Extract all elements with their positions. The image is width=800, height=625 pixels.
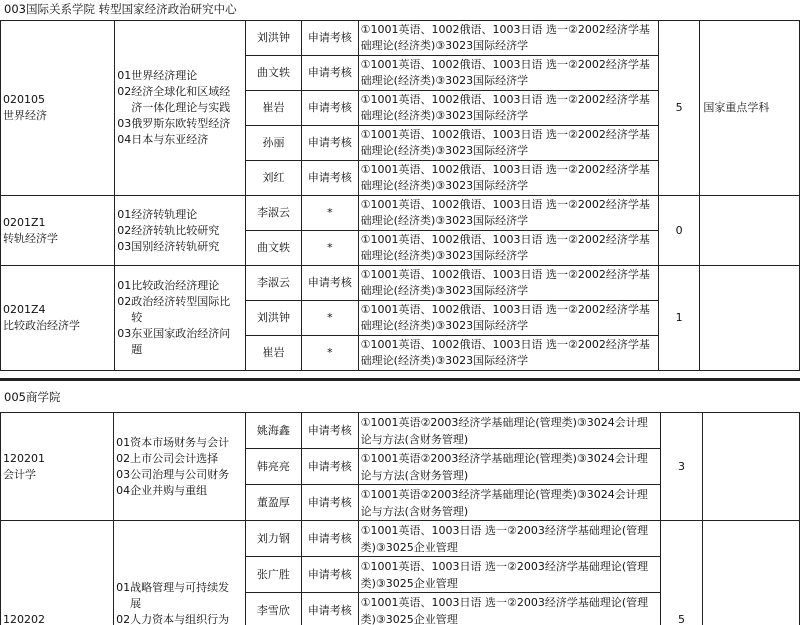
exam-subjects: ①1001英语、1003日语 选一②2003经济学基础理论(管理类)③3025企业管理: [358, 521, 661, 557]
program-cell: [1, 521, 114, 625]
direction-item: 01资本市场财务与会计: [116, 435, 230, 449]
research-directions: [115, 196, 246, 266]
admission-method: 申请考核: [302, 266, 359, 301]
tutor-name: 曲文轶: [246, 231, 302, 266]
section-title-international-relations: 003国际关系学院 转型国家经济政治研究中心: [4, 2, 237, 16]
tutor-name: 张广胜: [245, 557, 301, 593]
exam-subjects: ①1001英语、1002俄语、1003日语 选一②2002经济学基础理论(经济类)③3023国际经济学: [358, 21, 658, 56]
direction-item: 01世界经济理论: [117, 69, 198, 82]
program-note: [702, 413, 799, 521]
research-directions: [114, 521, 246, 625]
tutor-name: 曲文轶: [246, 56, 302, 91]
admission-method: 申请考核: [302, 161, 359, 196]
program-cell: [1, 196, 115, 266]
direction-item: 02政治经济转型国际比: [117, 295, 231, 308]
tutor-name: 董盈厚: [245, 485, 301, 521]
enrollment-quota: 0: [658, 196, 699, 266]
program-code: 0201Z4: [3, 303, 46, 316]
program-cell: [1, 21, 115, 196]
direction-item: 04企业并购与重组: [116, 483, 208, 497]
research-directions: [115, 21, 246, 196]
direction-item: 03公司治理与公司财务: [116, 467, 230, 481]
direction-item: 济一体化理论与实践: [131, 101, 231, 114]
program-name: 比较政治经济学: [3, 319, 80, 332]
program-table-section1: [0, 20, 800, 371]
exam-subjects: ①1001英语、1002俄语、1003日语 选一②2002经济学基础理论(经济类)③3023国际经济学: [358, 231, 658, 266]
tutor-name: 李雪欣: [245, 593, 301, 625]
program-code: 120202: [3, 613, 45, 625]
direction-item: 展: [130, 597, 142, 610]
tutor-name: 崔岩: [246, 336, 302, 371]
exam-subjects: ①1001英语②2003经济学基础理论(管理类)③3024会计理论与方法(含财务管理): [358, 449, 661, 485]
exam-subjects: ①1001英语②2003经济学基础理论(管理类)③3024会计理论与方法(含财务管理): [358, 485, 661, 521]
research-directions: [115, 266, 246, 371]
section-divider: [0, 378, 800, 381]
table-row: [1, 21, 800, 56]
admission-method: 申请考核: [301, 485, 358, 521]
program-cell: [1, 266, 115, 371]
tutor-name: 李淑云: [246, 196, 302, 231]
admission-method: 申请考核: [301, 593, 358, 625]
section-title-business-school: 005商学院: [4, 390, 61, 404]
direction-item: 01经济转轨理论: [117, 207, 198, 221]
direction-item: 02经济全球化和区域经: [117, 85, 231, 98]
direction-item: 01比较政治经济理论: [117, 279, 220, 292]
program-note: [700, 196, 800, 266]
exam-subjects: ①1001英语②2003经济学基础理论(管理类)③3024会计理论与方法(含财务管理): [358, 413, 661, 449]
program-note: [702, 521, 799, 625]
admission-method: *: [302, 196, 359, 231]
exam-subjects: ①1001英语、1002俄语、1003日语 选一②2002经济学基础理论(经济类)③3023国际经济学: [358, 126, 658, 161]
direction-item: 03国别经济转轨研究: [117, 239, 220, 253]
admission-method: 申请考核: [301, 413, 358, 449]
direction-item: 02上市公司会计选择: [116, 451, 219, 465]
enrollment-quota: 3: [661, 413, 703, 521]
exam-subjects: ①1001英语、1003日语 选一②2003经济学基础理论(管理类)③3025企业管理: [358, 593, 661, 625]
program-name: 世界经济: [3, 109, 47, 122]
table-row: [1, 413, 800, 449]
direction-item: 03俄罗斯东欧转型经济: [117, 117, 231, 130]
tutor-name: 孙丽: [246, 126, 302, 161]
program-name: 转轨经济学: [3, 231, 58, 245]
tutor-name: 韩亮亮: [245, 449, 301, 485]
tutor-name: 崔岩: [246, 91, 302, 126]
table-row: [1, 266, 800, 301]
exam-subjects: ①1001英语、1002俄语、1003日语 选一②2002经济学基础理论(经济类)③3023国际经济学: [358, 266, 658, 301]
direction-item: 较: [131, 311, 143, 324]
table-row: [1, 521, 800, 557]
tutor-name: 姚海鑫: [245, 413, 301, 449]
exam-subjects: ①1001英语、1002俄语、1003日语 选一②2002经济学基础理论(经济类)③3023国际经济学: [358, 56, 658, 91]
program-name: 会计学: [3, 467, 36, 481]
program-note: 国家重点学科: [700, 21, 800, 196]
direction-item: 04日本与东亚经济: [117, 133, 209, 146]
program-note: [700, 266, 800, 371]
tutor-name: 刘洪钟: [246, 21, 302, 56]
admission-method: 申请考核: [302, 56, 359, 91]
table-row: [1, 196, 800, 231]
direction-item: 03东亚国家政治经济问: [117, 327, 231, 340]
program-code: 120201: [3, 451, 45, 465]
enrollment-quota: 1: [658, 266, 699, 371]
admission-method: 申请考核: [301, 521, 358, 557]
program-table-section2: [0, 412, 800, 625]
exam-subjects: ①1001英语、1002俄语、1003日语 选一②2002经济学基础理论(经济类)③3023国际经济学: [358, 196, 658, 231]
program-cell: [1, 413, 114, 521]
tutor-name: 刘力钢: [245, 521, 301, 557]
program-code: 020105: [3, 93, 45, 106]
admission-method: *: [302, 301, 359, 336]
admission-method: *: [302, 336, 359, 371]
direction-item: 02人力资本与组织行为: [116, 613, 230, 625]
tutor-name: 刘洪钟: [246, 301, 302, 336]
admission-method: 申请考核: [302, 21, 359, 56]
admission-method: 申请考核: [302, 126, 359, 161]
exam-subjects: ①1001英语、1002俄语、1003日语 选一②2002经济学基础理论(经济类)③3023国际经济学: [358, 161, 658, 196]
admission-method: *: [302, 231, 359, 266]
direction-item: 02经济转轨比较研究: [117, 223, 220, 237]
admission-method: 申请考核: [302, 91, 359, 126]
admission-method: 申请考核: [301, 557, 358, 593]
research-directions: [114, 413, 246, 521]
exam-subjects: ①1001英语、1002俄语、1003日语 选一②2002经济学基础理论(经济类)③3023国际经济学: [358, 336, 658, 371]
admission-method: 申请考核: [301, 449, 358, 485]
exam-subjects: ①1001英语、1003日语 选一②2003经济学基础理论(管理类)③3025企业管理: [358, 557, 661, 593]
direction-item: 题: [131, 343, 143, 356]
tutor-name: 李淑云: [246, 266, 302, 301]
enrollment-quota: 5: [661, 521, 703, 625]
exam-subjects: ①1001英语、1002俄语、1003日语 选一②2002经济学基础理论(经济类)③3023国际经济学: [358, 91, 658, 126]
exam-subjects: ①1001英语、1002俄语、1003日语 选一②2002经济学基础理论(经济类)③3023国际经济学: [358, 301, 658, 336]
tutor-name: 刘红: [246, 161, 302, 196]
program-code: 0201Z1: [3, 215, 46, 229]
enrollment-quota: 5: [658, 21, 699, 196]
direction-item: 01战略管理与可持续发: [116, 581, 230, 594]
